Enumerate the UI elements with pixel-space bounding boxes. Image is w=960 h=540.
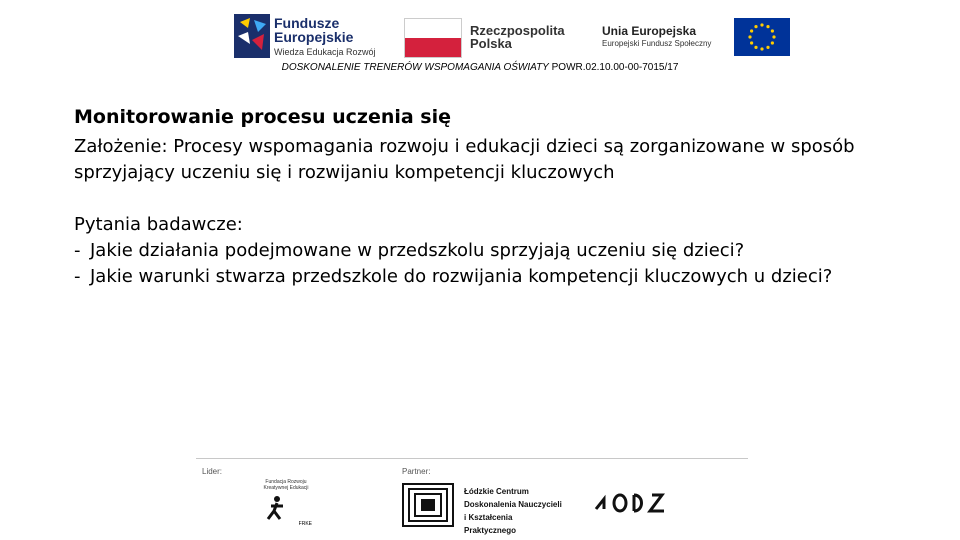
lider-logo-text: Fundacja Rozwoju Kreatywnej Edukacji xyxy=(263,479,309,491)
project-header xyxy=(0,62,960,73)
fundusze-europejskie-logo xyxy=(232,12,382,60)
partner-label: Partner: xyxy=(402,467,431,476)
odn-logo-icon xyxy=(592,487,672,517)
slide-title: Monitorowanie procesu uczenia się xyxy=(74,106,452,128)
eu-star xyxy=(760,23,763,26)
eu-star xyxy=(750,29,753,32)
question-text: Jakie warunki stwarza przedszkole do rozwijania kompetencji kluczowych u dzieci? xyxy=(90,266,833,287)
question-text: Jakie działania podejmowane w przedszkolu sprzyjają uczeniu się dzieci? xyxy=(90,240,745,261)
logo-bar xyxy=(232,12,792,60)
eu-star xyxy=(766,46,769,49)
eu-star xyxy=(771,29,774,32)
rzeczpospolita-line-2: Polska xyxy=(470,36,512,51)
lider-logo-tag: FRKE xyxy=(298,521,312,527)
unia-europejska-logo xyxy=(602,18,792,58)
fundusze-line-3: Wiedza Edukacja Rozwój xyxy=(274,47,376,57)
lcdnikp-line-3: i Kształcenia Praktycznego xyxy=(464,513,517,535)
fundusze-europejskie-mark-icon xyxy=(234,14,270,58)
eu-star xyxy=(760,47,763,50)
footer-partners xyxy=(196,458,748,535)
lcdnikp-line-1: Łódzkie Centrum xyxy=(464,487,529,496)
questions-heading: Pytania badawcze: xyxy=(74,214,243,235)
question-bullet: - xyxy=(74,266,81,287)
lider-logo xyxy=(258,479,314,529)
assumption-text: Założenie: Procesy wspomagania rozwoju i edukacji dzieci są zorganizowane w sposób sprzyjający uczeniu się i rozwijaniu kompetencji kluczowych xyxy=(74,136,855,183)
unia-line-1: Unia Europejska xyxy=(602,24,697,38)
lcdnikp-line-2: Doskonalenia Nauczycieli xyxy=(464,500,562,509)
eu-star xyxy=(754,46,757,49)
eu-star xyxy=(771,41,774,44)
rzeczpospolita-line-1: Rzeczpospolita xyxy=(470,23,565,38)
project-code: POWR.02.10.00-00-7015/17 xyxy=(548,62,679,73)
project-name: DOSKONALENIE TRENERÓW WSPOMAGANIA OŚWIATY xyxy=(281,62,549,73)
eu-flag-icon xyxy=(734,18,790,56)
eu-star xyxy=(748,35,751,38)
unia-line-2: Europejski Fundusz Społeczny xyxy=(602,39,712,48)
lcdnikp-mark-icon xyxy=(402,483,454,527)
slide-content xyxy=(74,104,904,290)
eu-star xyxy=(754,25,757,28)
question-item xyxy=(74,238,904,264)
lcdnikp-logo xyxy=(402,483,562,535)
eu-star xyxy=(766,25,769,28)
walking-figure-icon xyxy=(262,495,292,521)
question-item xyxy=(74,264,904,290)
lider-label: Lider: xyxy=(202,467,223,476)
research-questions xyxy=(74,212,904,290)
fundusze-line-2: Europejskie xyxy=(274,29,354,45)
question-bullet: - xyxy=(74,240,81,261)
fundusze-line-1: Fundusze xyxy=(274,15,340,31)
polish-flag-icon xyxy=(404,18,462,58)
eu-star xyxy=(772,35,775,38)
eu-star xyxy=(750,41,753,44)
rzeczpospolita-polska-logo xyxy=(404,18,574,58)
